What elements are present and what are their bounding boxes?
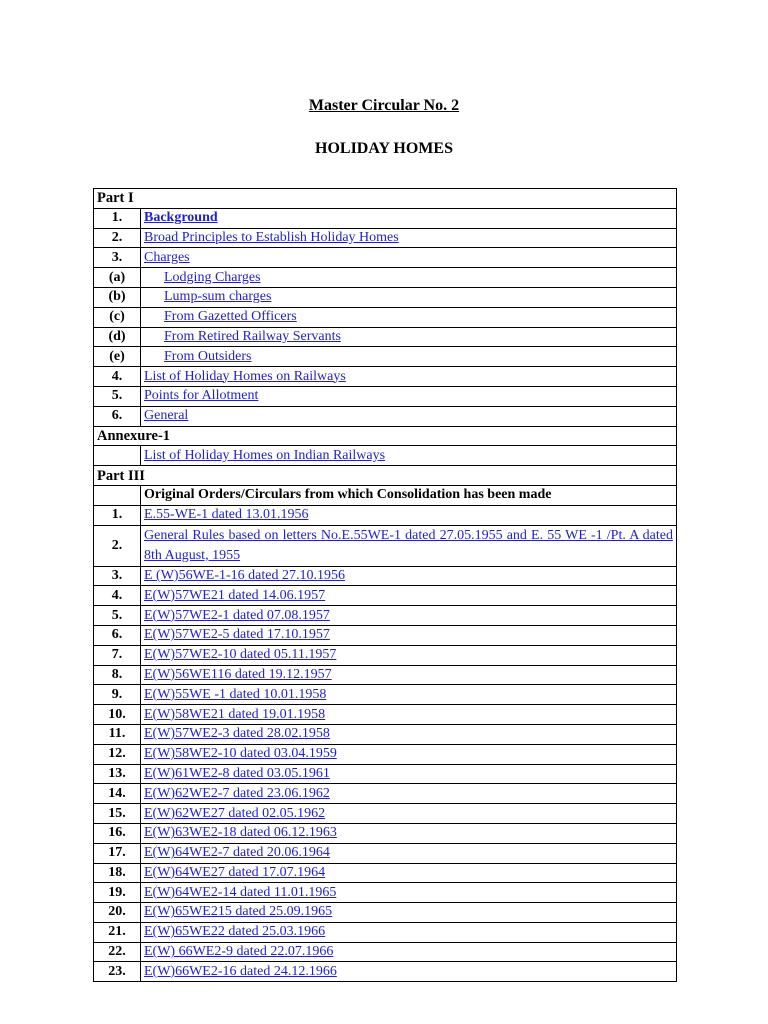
part-1-item-row: [94, 208, 677, 228]
circular-item-link[interactable]: E(W)57WE2-5 dated 17.10.1957: [144, 627, 330, 643]
item-number: 17.: [94, 843, 141, 863]
circular-item-row: [94, 525, 677, 566]
item-cell: [141, 347, 677, 367]
circular-item-link[interactable]: E(W)56WE116 dated 19.12.1957: [144, 666, 332, 682]
part-1-item-row: [94, 268, 677, 288]
circular-item-row: [94, 863, 677, 883]
part-1-item-row: [94, 287, 677, 307]
item-number: 4.: [94, 367, 141, 387]
annexure-heading-row: [94, 426, 677, 446]
circular-item-link[interactable]: E(W)66WE2-16 dated 24.12.1966: [144, 963, 337, 979]
part-3-header-row: [94, 485, 677, 505]
circular-item-link[interactable]: E(W)62WE27 dated 02.05.1962: [144, 805, 326, 821]
item-cell: [141, 863, 677, 883]
item-number: 21.: [94, 922, 141, 942]
item-number: [94, 485, 141, 505]
circular-item-row: [94, 705, 677, 725]
item-cell: [141, 268, 677, 288]
item-cell: [141, 307, 677, 327]
item-cell: [141, 883, 677, 903]
part-3-header: Original Orders/Circulars from which Consolidation has been made: [141, 485, 677, 505]
circular-item-row: [94, 744, 677, 764]
item-number: 14.: [94, 784, 141, 804]
circular-item-row: [94, 784, 677, 804]
circular-item-row: [94, 606, 677, 626]
circular-item-link[interactable]: E(W)61WE2-8 dated 03.05.1961: [144, 765, 330, 781]
item-cell: [141, 367, 677, 387]
contents-table: [93, 188, 677, 982]
item-number: 5.: [94, 386, 141, 406]
part-1-heading: Part I: [94, 189, 677, 209]
item-number: 9.: [94, 685, 141, 705]
item-cell: [141, 406, 677, 426]
circular-item-link[interactable]: E (W)56WE-1-16 dated 27.10.1956: [144, 567, 345, 583]
item-cell: [141, 744, 677, 764]
annexure-heading: Annexure-1: [94, 426, 677, 446]
circular-item-link[interactable]: E(W)64WE27 dated 17.07.1964: [144, 864, 326, 880]
part-1-item-link[interactable]: List of Holiday Homes on Railways: [144, 368, 346, 384]
circular-item-row: [94, 823, 677, 843]
item-cell: [141, 248, 677, 268]
item-number: 20.: [94, 903, 141, 923]
item-number: 23.: [94, 962, 141, 982]
circular-item-row: [94, 922, 677, 942]
item-cell: [141, 525, 677, 566]
circular-item-link[interactable]: E(W)65WE22 dated 25.03.1966: [144, 924, 326, 940]
item-number: (e): [94, 347, 141, 367]
item-cell: [141, 586, 677, 606]
part-1-item-row: [94, 386, 677, 406]
circular-item-link[interactable]: E(W)57WE2-3 dated 28.02.1958: [144, 726, 330, 742]
circular-item-link[interactable]: E(W)55WE -1 dated 10.01.1958: [144, 686, 327, 702]
item-number: 10.: [94, 705, 141, 725]
item-cell: [141, 625, 677, 645]
item-number: 8.: [94, 665, 141, 685]
item-number: 1.: [94, 208, 141, 228]
item-cell: [141, 287, 677, 307]
circular-item-row: [94, 962, 677, 982]
circular-item-link[interactable]: E(W)57WE21 dated 14.06.1957: [144, 587, 326, 603]
circular-item-link[interactable]: E(W)57WE2-1 dated 07.08.1957: [144, 607, 330, 623]
part-1-item-link[interactable]: Points for Allotment: [144, 388, 259, 404]
circular-item-row: [94, 625, 677, 645]
circular-item-link[interactable]: E(W)65WE215 dated 25.09.1965: [144, 904, 333, 920]
item-cell: [141, 606, 677, 626]
part-1-heading-row: [94, 189, 677, 209]
circular-item-row: [94, 505, 677, 525]
circular-item-row: [94, 903, 677, 923]
annexure-item-link[interactable]: List of Holiday Homes on Indian Railways: [144, 447, 386, 463]
circular-item-link[interactable]: E.55-WE-1 dated 13.01.1956: [144, 507, 309, 523]
item-number: 3.: [94, 248, 141, 268]
part-1-item-row: [94, 347, 677, 367]
part-1-item-link[interactable]: Broad Principles to Establish Holiday Homes: [144, 229, 399, 245]
item-cell: [141, 724, 677, 744]
item-number: 4.: [94, 586, 141, 606]
part-3-heading: Part III: [94, 466, 677, 486]
item-cell: [141, 705, 677, 725]
item-cell: [141, 665, 677, 685]
part-1-item-link[interactable]: Lump-sum charges: [164, 289, 272, 305]
part-1-item-link[interactable]: From Outsiders: [164, 348, 252, 364]
item-number: 2.: [94, 228, 141, 248]
item-cell: [141, 922, 677, 942]
item-number: 6.: [94, 625, 141, 645]
circular-item-row: [94, 685, 677, 705]
circular-item-link[interactable]: E(W)57WE2-10 dated 05.11.1957: [144, 647, 337, 663]
item-cell: [141, 804, 677, 824]
item-number: 12.: [94, 744, 141, 764]
circular-item-link[interactable]: E(W)64WE2-14 dated 11.01.1965: [144, 884, 337, 900]
circular-item-row: [94, 942, 677, 962]
item-cell: [141, 942, 677, 962]
part-1-item-row: [94, 406, 677, 426]
item-number: 3.: [94, 566, 141, 586]
item-number: 18.: [94, 863, 141, 883]
document-title: Master Circular No. 2: [308, 97, 460, 114]
circular-item-row: [94, 764, 677, 784]
circular-item-row: [94, 883, 677, 903]
circular-item-row: [94, 665, 677, 685]
circular-item-link[interactable]: E(W)64WE2-7 dated 20.06.1964: [144, 845, 330, 861]
item-number: (b): [94, 287, 141, 307]
item-number: 13.: [94, 764, 141, 784]
part-1-item-link[interactable]: Charges: [144, 249, 190, 265]
item-cell: [141, 903, 677, 923]
item-number: (c): [94, 307, 141, 327]
part-1-item-row: [94, 367, 677, 387]
circular-item-row: [94, 645, 677, 665]
item-number: 5.: [94, 606, 141, 626]
part-3-heading-row: [94, 466, 677, 486]
item-cell: [141, 764, 677, 784]
item-number: 7.: [94, 645, 141, 665]
item-cell: [141, 685, 677, 705]
item-number: 22.: [94, 942, 141, 962]
circular-item-link[interactable]: E(W)62WE2-7 dated 23.06.1962: [144, 785, 330, 801]
annexure-item-row: [94, 446, 677, 466]
item-cell: [141, 823, 677, 843]
part-1-item-link[interactable]: Background: [144, 210, 218, 226]
circular-item-link[interactable]: E(W)63WE2-18 dated 06.12.1963: [144, 825, 337, 841]
item-cell: [141, 505, 677, 525]
circular-item-row: [94, 586, 677, 606]
circular-item-row: [94, 566, 677, 586]
part-1-item-link[interactable]: Lodging Charges: [164, 269, 261, 285]
item-cell: [141, 446, 677, 466]
item-cell: [141, 784, 677, 804]
circular-item-row: [94, 804, 677, 824]
part-1-item-link[interactable]: General: [144, 408, 189, 424]
part-1-item-link[interactable]: From Gazetted Officers: [164, 309, 297, 325]
document-subtitle: HOLIDAY HOMES: [315, 140, 453, 157]
part-1-item-row: [94, 248, 677, 268]
part-1-item-link[interactable]: From Retired Railway Servants: [164, 328, 341, 344]
item-number: (a): [94, 268, 141, 288]
item-number: 6.: [94, 406, 141, 426]
item-cell: [141, 208, 677, 228]
item-cell: [141, 566, 677, 586]
part-1-item-row: [94, 307, 677, 327]
item-number: (d): [94, 327, 141, 347]
item-cell: [141, 962, 677, 982]
item-cell: [141, 386, 677, 406]
part-1-item-row: [94, 327, 677, 347]
item-number: [94, 446, 141, 466]
item-number: 19.: [94, 883, 141, 903]
item-cell: [141, 645, 677, 665]
item-number: 16.: [94, 823, 141, 843]
circular-item-link[interactable]: E(W)58WE2-10 dated 03.04.1959: [144, 746, 337, 762]
item-number: 1.: [94, 505, 141, 525]
circular-item-row: [94, 843, 677, 863]
circular-item-row: [94, 724, 677, 744]
item-number: 2.: [94, 525, 141, 566]
circular-item-link[interactable]: E(W)58WE21 dated 19.01.1958: [144, 706, 326, 722]
item-cell: [141, 327, 677, 347]
part-1-item-row: [94, 228, 677, 248]
circular-item-link[interactable]: General Rules based on letters No.E.55WE-1 dated 27.05.1955 and E. 55 WE -1 /Pt. A dated 8th August, 1955: [144, 527, 673, 563]
item-number: 11.: [94, 724, 141, 744]
circular-item-link[interactable]: E(W) 66WE2-9 dated 22.07.1966: [144, 944, 334, 960]
item-cell: [141, 843, 677, 863]
item-number: 15.: [94, 804, 141, 824]
item-cell: [141, 228, 677, 248]
